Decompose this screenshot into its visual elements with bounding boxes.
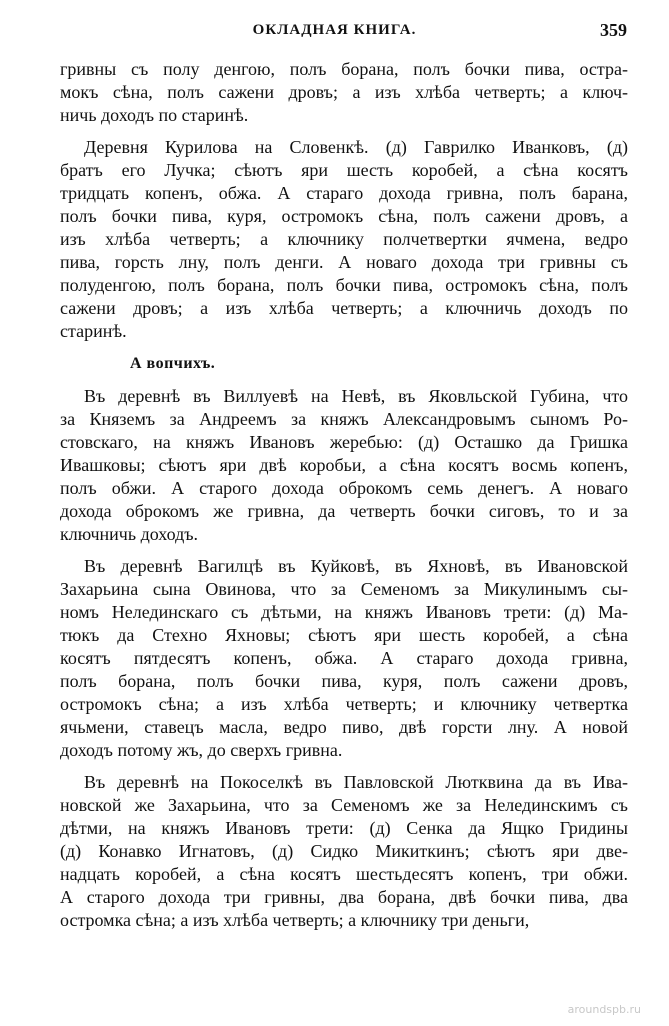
paragraph: [60, 136, 628, 343]
watermark: aroundspb.ru: [567, 1003, 641, 1016]
paragraph: [60, 555, 628, 762]
text-line: ячьмени, ставецъ масла, ведро пиво, двѣ горсти лну. А новой: [60, 717, 628, 737]
text-block-after-heading: [60, 385, 628, 932]
text-line: полъ обжи. А старого дохода оброкомъ семь денегъ. А новаго: [60, 478, 628, 498]
running-header: ОКЛАДНАЯ КНИГА.: [252, 22, 417, 38]
text-line: старинѣ.: [60, 321, 127, 341]
text-line: тюкъ да Стехно Яхновы; сѣютъ яри шесть коробей, а сѣна: [60, 625, 628, 645]
text-line: за Княземъ за Андреемъ за княжъ Александровымъ сыномъ Ро-: [60, 409, 628, 429]
text-line: номъ Нелединскаго съ дѣтьми, на княжъ Ивановъ трети: (д) Ма-: [60, 602, 628, 622]
paragraph: [60, 385, 628, 546]
text-line: гривны съ полу денгою, полъ борана, полъ бочки пива, остра-: [60, 59, 628, 79]
text-line: доходъ потому жъ, до сверхъ гривна.: [60, 740, 343, 760]
text-line: косятъ пятдесятъ копенъ, обжа. А стараго дохода гривна,: [60, 648, 628, 668]
text-line: Въ деревнѣ Вагилцѣ въ Куйковѣ, въ Яхновѣ, въ Ивановской: [84, 556, 628, 576]
text-line: братъ его Лучка; сѣютъ яри шесть коробей, а сѣна косятъ: [60, 160, 628, 180]
text-line: сажени дровъ; а изъ хлѣба четверть; а ключничь доходъ по: [60, 298, 628, 318]
text-line: остромокъ сѣна; а изъ хлѣба четверть; и ключнику четвертка: [60, 694, 628, 714]
text-line: остромка сѣна; а изъ хлѣба четверть; а ключнику три деньги,: [60, 910, 530, 930]
text-line: дѣтми, на княжъ Ивановъ трети: (д) Сенка да Ящко Гридины: [60, 818, 628, 838]
text-line: Въ деревнѣ на Покоселкѣ въ Павловской Лютквина да въ Ива-: [84, 772, 628, 792]
text-line: Захарьина сына Овинова, что за Семеномъ за Микулинымъ сы-: [60, 579, 628, 599]
page-number: 359: [600, 20, 627, 40]
text-line: Деревня Курилова на Словенкѣ. (д) Гаврилко Иванковъ, (д): [84, 137, 628, 157]
text-line: мокъ сѣна, полъ сажени дровъ; а изъ хлѣба четверть; а ключ-: [60, 82, 628, 102]
text-line: ключничь доходъ.: [60, 524, 199, 544]
text-line: тридцать копенъ, обжа. А стараго дохода гривна, полъ барана,: [60, 183, 628, 203]
text-block-before-heading: [60, 58, 628, 343]
text-line: полуденгою, полъ борана, полъ бочки пива, остромокъ сѣна, полъ: [60, 275, 628, 295]
text-line: изъ хлѣба четверть; а ключнику полчетвертки ячмена, ведро: [60, 229, 628, 249]
text-line: ничь доходъ по старинѣ.: [60, 105, 249, 125]
text-line: (д) Конавко Игнатовъ, (д) Сидко Микиткинъ; сѣютъ яри две-: [60, 841, 628, 861]
page-body: [60, 58, 628, 941]
text-line: полъ бочки пива, куря, остромокъ сѣна, полъ сажени дровъ, а: [60, 206, 628, 226]
text-line: пива, горсть лну, полъ денги. А новаго дохода три гривны съ: [60, 252, 628, 272]
paragraph: [60, 771, 628, 932]
text-line: А старого дохода три гривны, два борана, двѣ бочки пива, два: [60, 887, 628, 907]
paragraph: [60, 58, 628, 127]
text-line: надцать коробей, а сѣна косятъ шестьдесятъ копенъ, три обжи.: [60, 864, 628, 884]
text-line: Въ деревнѣ въ Виллуевѣ на Невѣ, въ Яковльской Губина, что: [84, 386, 628, 406]
text-line: стовскаго, на княжъ Ивановъ жеребью: (д) Осташко да Гришка: [60, 432, 628, 452]
text-line: дохода оброкомъ же гривна, да четверть бочки сиговъ, то и за: [60, 501, 628, 521]
text-line: полъ борана, полъ бочки пива, куря, полъ сажени дровъ,: [60, 671, 628, 691]
text-line: новской же Захарьина, что за Семеномъ же за Нелединскимъ съ: [60, 795, 628, 815]
text-line: Ивашковы; сѣютъ яри двѣ коробьи, а сѣна косятъ восмь копенъ,: [60, 455, 628, 475]
section-heading: А вопчихъ.: [130, 355, 216, 372]
